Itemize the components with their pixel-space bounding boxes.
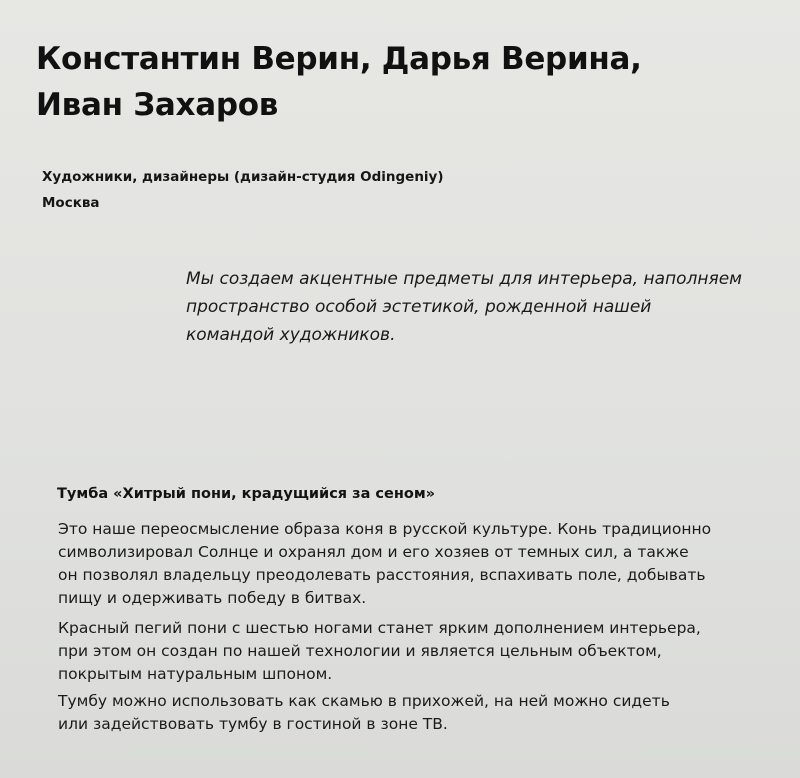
description-paragraph-2 — [58, 617, 788, 686]
quote-line-3: командой художников. — [186, 325, 396, 345]
artist-profession: Художники, дизайнеры (дизайн-студия Odingeniy) — [42, 169, 444, 185]
paragraph-1-line-4: пищу и одерживать победу в битвах. — [58, 589, 367, 607]
studio-quote — [186, 265, 786, 349]
paragraph-2-line-2: при этом он создан по нашей технологии и является цельным объектом, — [58, 642, 662, 660]
artist-names-heading — [36, 36, 776, 128]
quote-line-2: пространство особой эстетикой, рожденной нашей — [186, 297, 652, 317]
artist-names-line-2: Иван Захаров — [36, 87, 279, 123]
artist-names-line-1: Константин Верин, Дарья Верина, — [36, 41, 642, 77]
quote-line-1: Мы создаем акцентные предметы для интерьера, наполняем — [186, 269, 743, 289]
artwork-title: Тумба «Хитрый пони, крадущийся за сеном» — [57, 486, 436, 502]
description-paragraph-3 — [58, 690, 788, 736]
artist-info — [42, 164, 444, 216]
paragraph-1-line-1: Это наше переосмысление образа коня в русской культуре. Конь традиционно — [58, 520, 712, 538]
description-paragraph-1 — [58, 518, 788, 610]
paragraph-1-line-2: символизировал Солнце и охранял дом и его хозяев от темных сил, а также — [58, 543, 689, 561]
paragraph-2-line-1: Красный пегий пони с шестью ногами станет ярким дополнением интерьера, — [58, 619, 701, 637]
artist-city: Москва — [42, 195, 100, 211]
paragraph-2-line-3: покрытым натуральным шпоном. — [58, 665, 333, 683]
paragraph-3-line-2: или задействовать тумбу в гостиной в зоне ТВ. — [58, 715, 448, 733]
paragraph-3-line-1: Тумбу можно использовать как скамью в прихожей, на ней можно сидеть — [58, 692, 670, 710]
paragraph-1-line-3: он позволял владельцу преодолевать расстояния, вспахивать поле, добывать — [58, 566, 706, 584]
